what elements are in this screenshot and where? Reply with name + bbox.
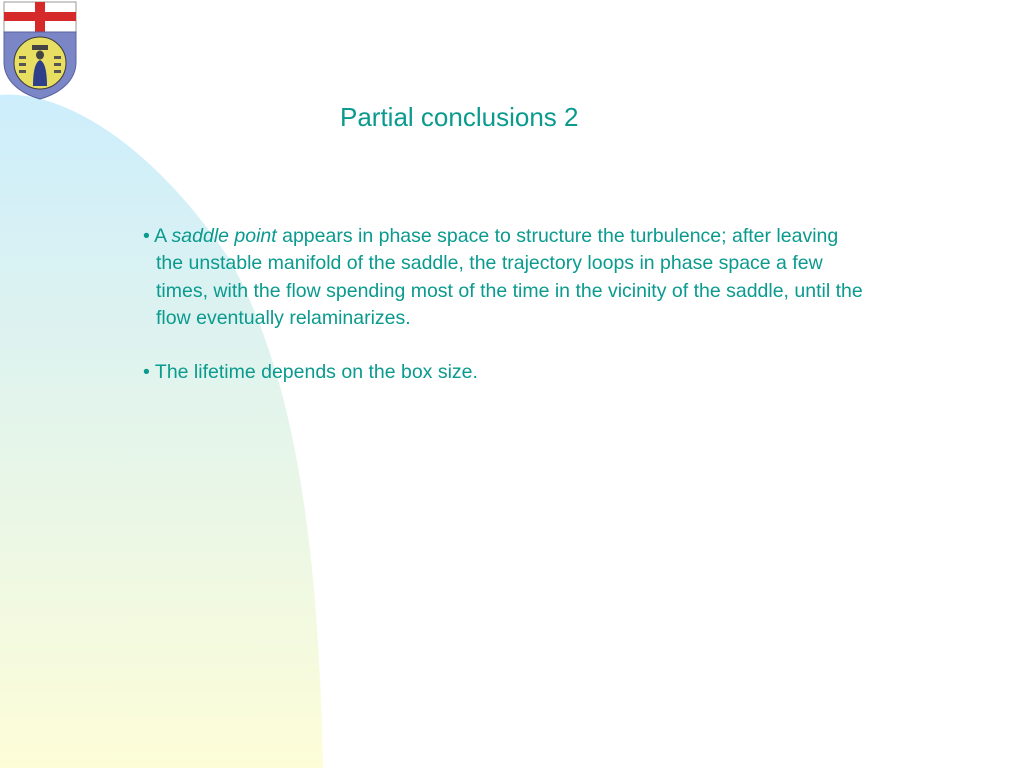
bullet-item [143, 359, 863, 386]
bullet-text: The lifetime depends on the box size. [154, 361, 478, 384]
bullet-text-rest: appears in phase space to structure the turbulence; after leaving the unstable manifold of the saddle, the trajectory loops in phase space a few times, with the flow spending most of the time in the vicinity of the saddle, until the flow eventually relaminarizes. [156, 225, 863, 329]
university-crest-logo [2, 0, 78, 100]
slide-title: Partial conclusions 2 [340, 102, 579, 132]
bullet-marker: • [143, 225, 150, 247]
bullet-list [143, 223, 863, 413]
bullet-emphasis: saddle point [171, 225, 277, 247]
bullet-item [143, 223, 863, 332]
bullet-marker: • [143, 361, 150, 384]
bullet-text-prefix: A [154, 225, 172, 247]
